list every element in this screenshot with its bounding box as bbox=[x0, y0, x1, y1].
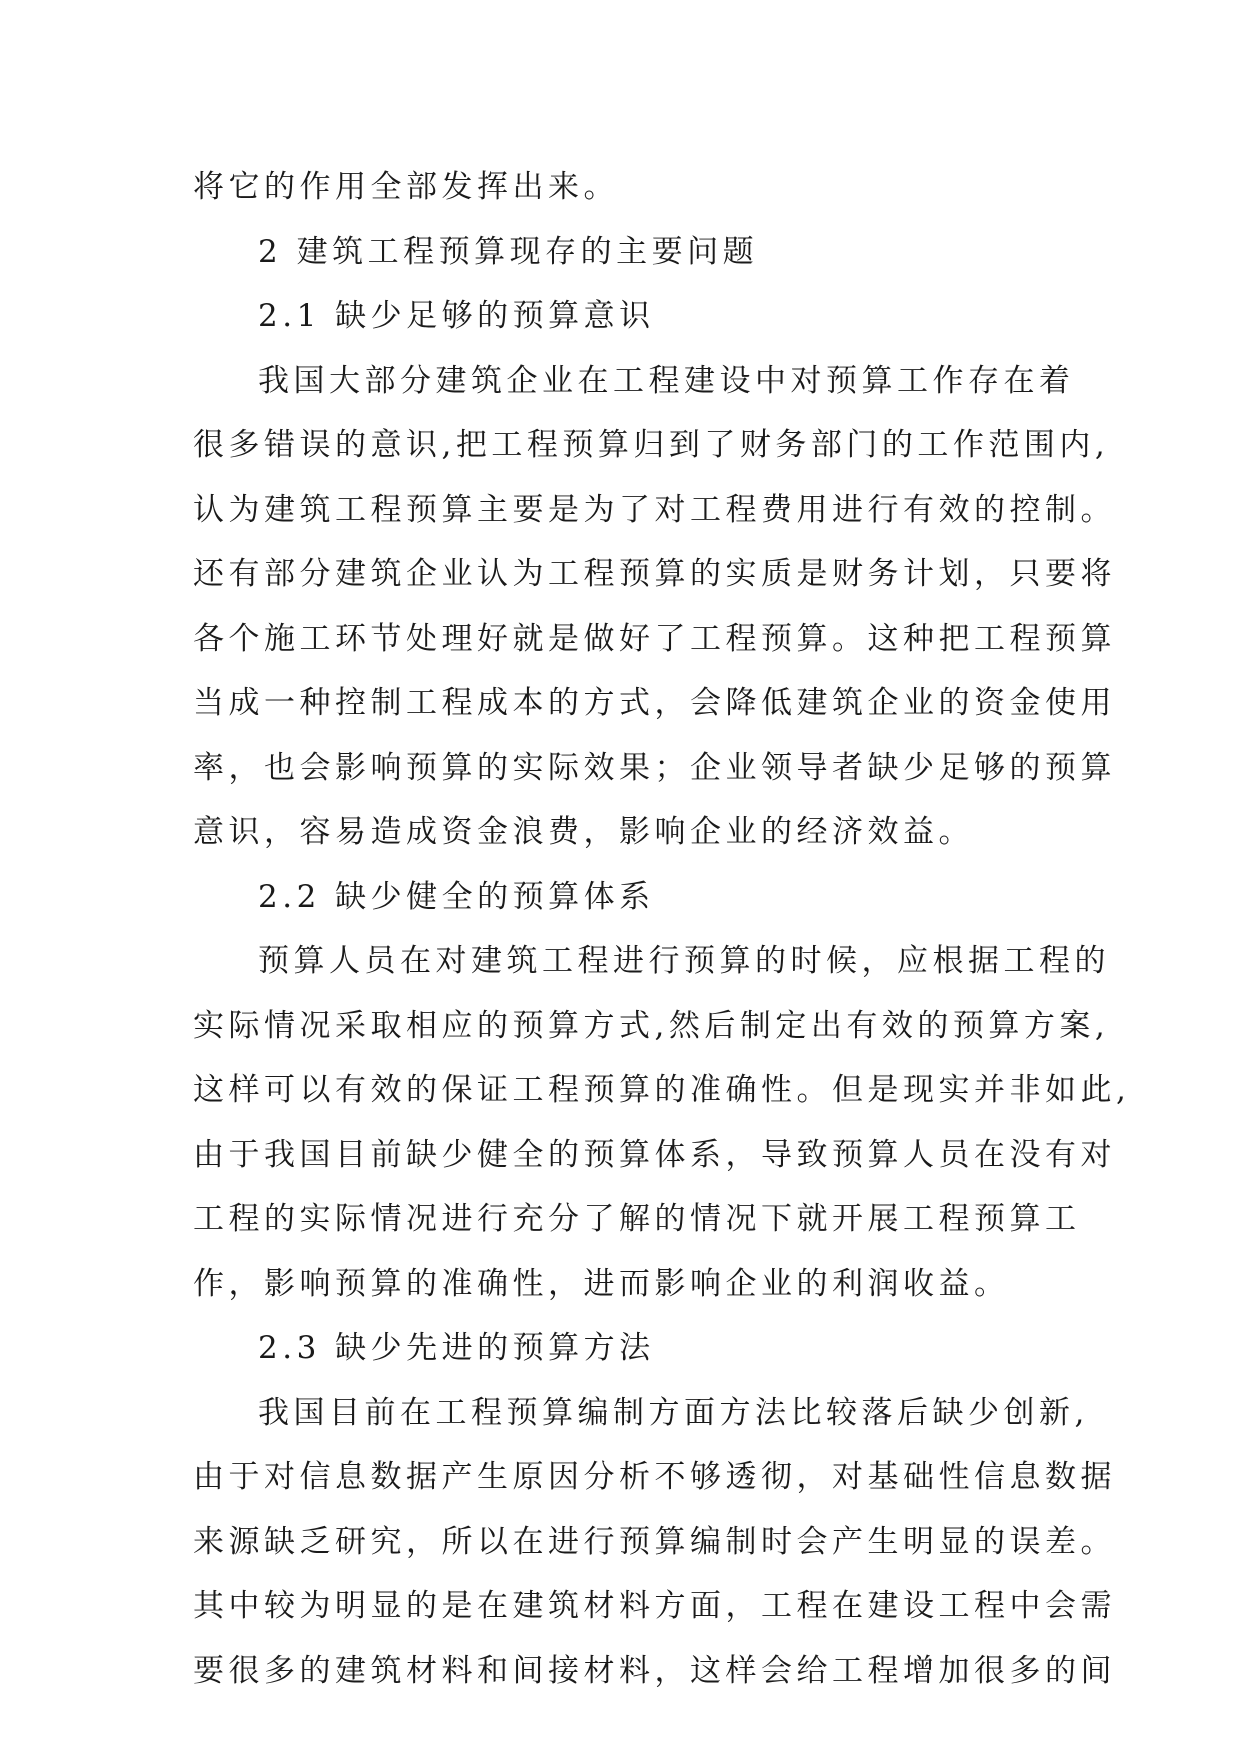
text-line: 当成一种控制工程成本的方式，会降低建筑企业的资金使用 bbox=[193, 685, 1116, 721]
text-line: 还有部分建筑企业认为工程预算的实质是财务计划，只要将 bbox=[193, 556, 1116, 592]
subsection-heading: 2.3 缺少先进的预算方法 bbox=[258, 1330, 655, 1366]
text-line: 工程的实际情况进行充分了解的情况下就开展工程预算工 bbox=[193, 1201, 1081, 1237]
text-line: 率，也会影响预算的实际效果；企业领导者缺少足够的预算 bbox=[193, 749, 1116, 786]
subsection-heading: 2.2 缺少健全的预算体系 bbox=[258, 878, 655, 915]
text-line: 由于对信息数据产生原因分析不够透彻，对基础性信息数据 bbox=[193, 1459, 1116, 1495]
text-line: 很多错误的意识,把工程预算归到了财务部门的工作范围内, bbox=[193, 427, 1110, 463]
text-line: 我国目前在工程预算编制方面方法比较落后缺少创新, bbox=[258, 1394, 1089, 1431]
text-line: 认为建筑工程预算主要是为了对工程费用进行有效的控制。 bbox=[193, 491, 1116, 528]
text-line: 其中较为明显的是在建筑材料方面，工程在建设工程中会需 bbox=[193, 1588, 1116, 1624]
section-heading: 2 建筑工程预算现存的主要问题 bbox=[258, 233, 759, 270]
text-line: 来源缺乏研究，所以在进行预算编制时会产生明显的误差。 bbox=[193, 1523, 1116, 1560]
text-line: 作，影响预算的准确性，进而影响企业的利润收益。 bbox=[193, 1265, 1010, 1302]
text-line: 这样可以有效的保证工程预算的准确性。但是现实并非如此, bbox=[193, 1072, 1131, 1108]
text-line: 实际情况采取相应的预算方式,然后制定出有效的预算方案, bbox=[193, 1007, 1110, 1044]
text-line: 将它的作用全部发挥出来。 bbox=[193, 169, 619, 205]
text-line: 预算人员在对建筑工程进行预算的时候，应根据工程的 bbox=[258, 943, 1110, 979]
subsection-heading: 2.1 缺少足够的预算意识 bbox=[258, 298, 655, 334]
text-line: 由于我国目前缺少健全的预算体系，导致预算人员在没有对 bbox=[193, 1136, 1116, 1173]
body-text bbox=[193, 155, 1131, 1703]
text-line: 意识，容易造成资金浪费，影响企业的经济效益。 bbox=[193, 814, 974, 850]
text-line: 各个施工环节处理好就是做好了工程预算。这种把工程预算 bbox=[193, 620, 1116, 657]
text-line: 我国大部分建筑企业在工程建设中对预算工作存在着 bbox=[258, 362, 1075, 399]
text-line: 要很多的建筑材料和间接材料，这样会给工程增加很多的间 bbox=[193, 1652, 1116, 1689]
